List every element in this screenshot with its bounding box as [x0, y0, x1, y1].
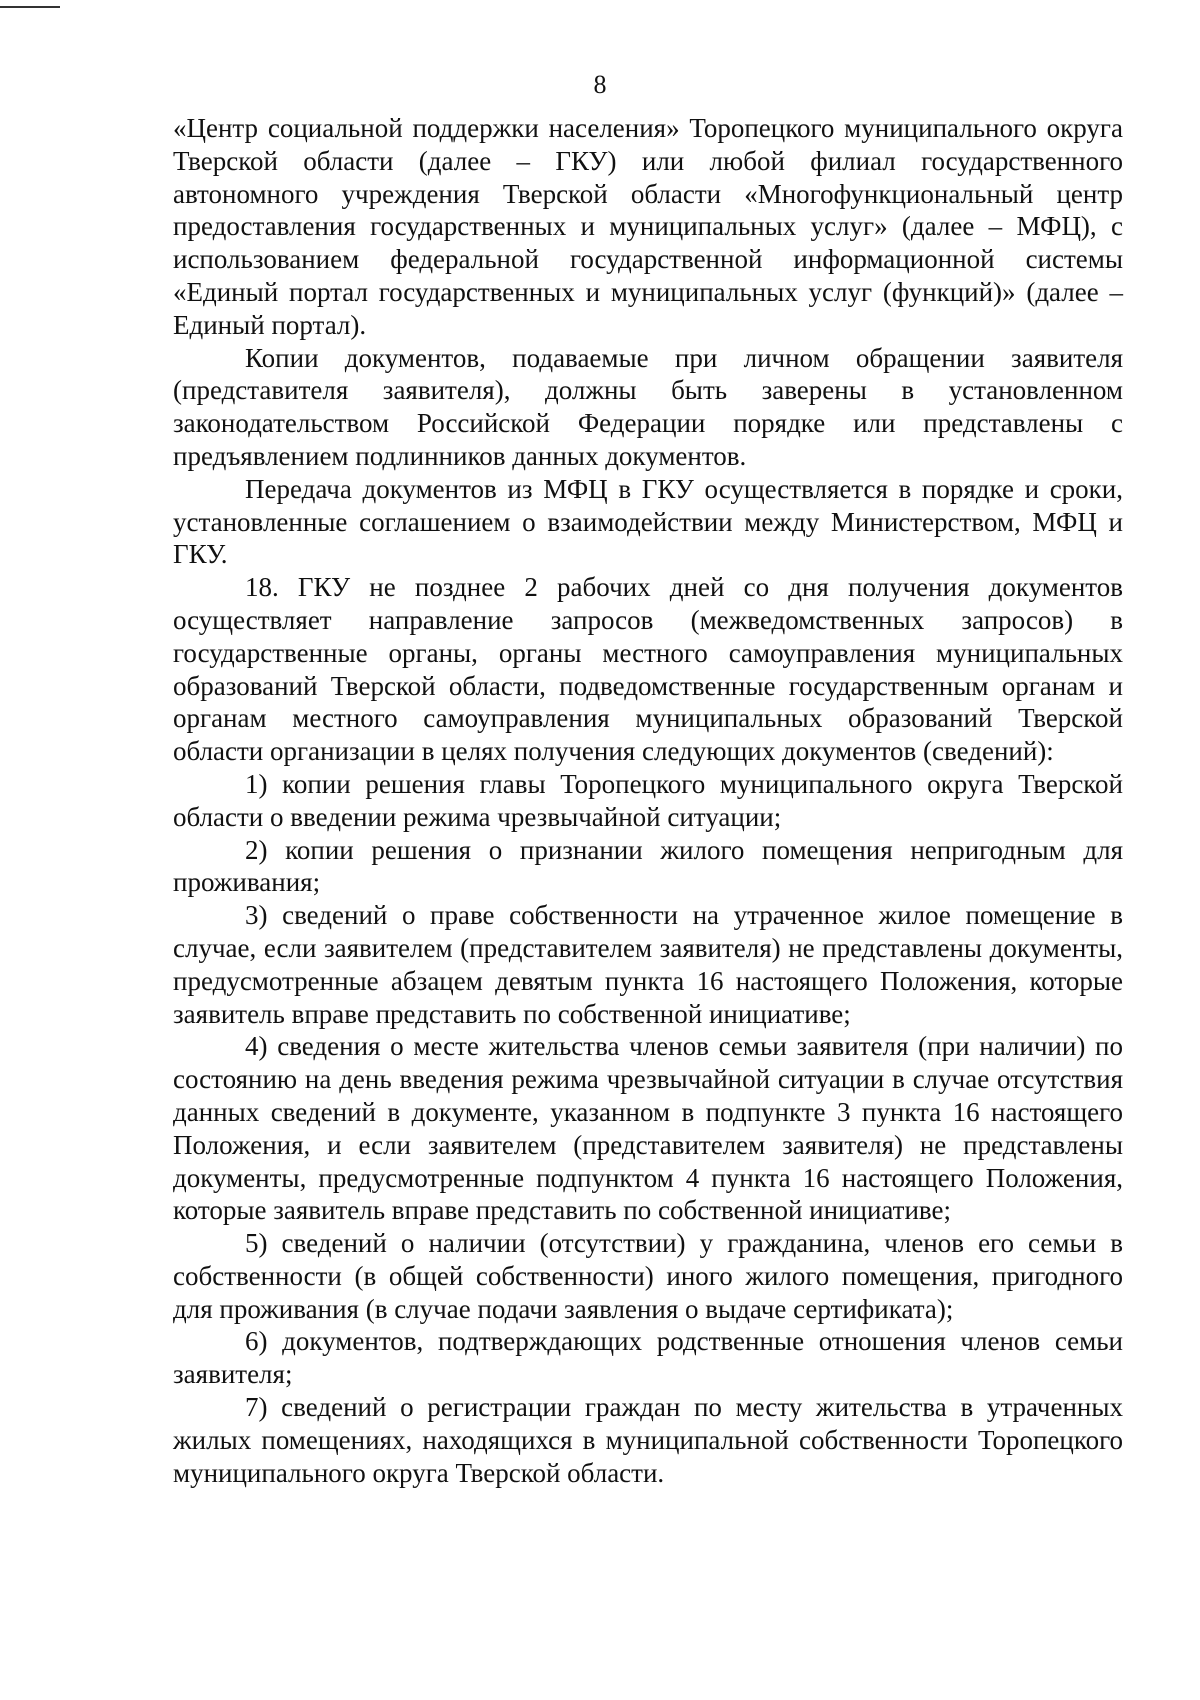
paragraph-clause-18: 18. ГКУ не позднее 2 рабочих дней со дня получения документов осуществляет направление запросов (межведомственных запросов) в государственные органы, органы местного самоуправления муниципальных образований Тверской области, подведомственные государственным органам и органам местного самоуправления муниципальных образований Тверской области организации в целях получения следующих документов (сведений): [173, 572, 1123, 767]
list-item-6: 6) документов, подтверждающих родственные отношения членов семьи заявителя; [173, 1326, 1123, 1390]
list-item-3: 3) сведений о праве собственности на утраченное жилое помещение в случае, если заявителем (представителем заявителя) не представлены документы, предусмотренные абзацем девятым пункта 16 настоящего Положения, которые заявитель вправе представить по собственной инициативе; [173, 900, 1123, 1029]
document-body [173, 112, 1123, 1489]
list-item-2: 2) копии решения о признании жилого помещения непригодным для проживания; [173, 834, 1123, 898]
list-item-7: 7) сведений о регистрации граждан по месту жительства в утраченных жилых помещениях, находящихся в муниципальной собственности Торопецкого муниципального округа Тверской области. [173, 1392, 1123, 1488]
list-item-1: 1) копии решения главы Торопецкого муниципального округа Тверской области о введении режима чрезвычайной ситуации; [173, 768, 1123, 832]
scan-corner-mark [0, 6, 60, 8]
list-item-4: 4) сведения о месте жительства членов семьи заявителя (при наличии) по состоянию на день введения режима чрезвычайной ситуации в случае отсутствия данных сведений в документе, указанном в подпункте 3 пункта 16 настоящего Положения, и если заявителем (представителем заявителя) не представлены документы, предусмотренные подпунктом 4 пункта 16 настоящего Положения, которые заявитель вправе представить по собственной инициативе; [173, 1031, 1123, 1226]
paragraph-document-transfer: Передача документов из МФЦ в ГКУ осуществляется в порядке и сроки, установленные соглашением о взаимодействии между Министерством, МФЦ и ГКУ. [173, 473, 1123, 570]
list-item-5: 5) сведений о наличии (отсутствии) у гражданина, членов его семьи в собственности (в общей собственности) иного жилого помещения, пригодного для проживания (в случае подачи заявления о выдаче сертификата); [173, 1228, 1123, 1324]
page-number: 8 [593, 70, 607, 99]
paragraph-document-copies: Копии документов, подаваемые при личном обращении заявителя (представителя заявителя), должны быть заверены в установленном законодательством Российской Федерации порядке или представлены с предъявлением подлинников данных документов. [173, 342, 1123, 471]
paragraph-gku-mfc-submission: «Центр социальной поддержки населения» Торопецкого муниципального округа Тверской области (далее – ГКУ) или любой филиал государственного автономного учреждения Тверской области «Многофункциональный центр предоставления государственных и муниципальных услуг» (далее – МФЦ), с использованием федеральной государственной информационной системы «Единый портал государственных и муниципальных услуг (функций)» (далее – Единый портал). [173, 113, 1123, 340]
